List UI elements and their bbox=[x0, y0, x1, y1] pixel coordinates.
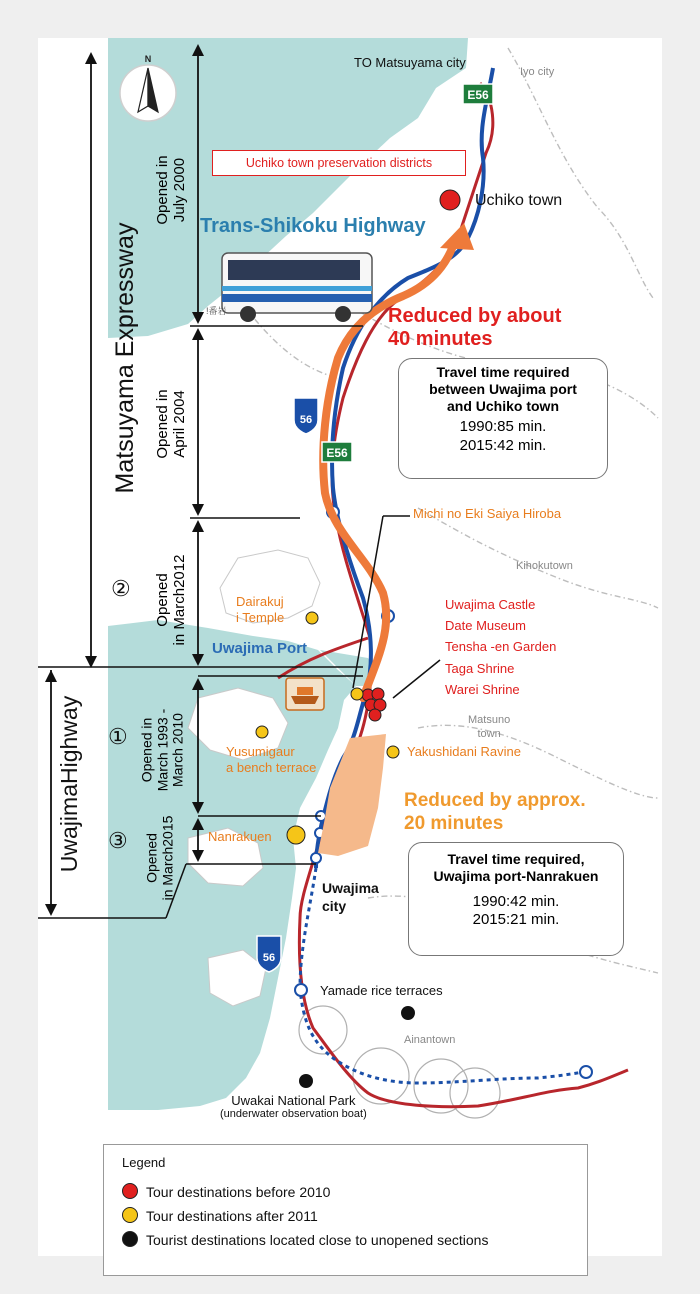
route-56-sign-b bbox=[257, 936, 281, 972]
ferry-icon bbox=[286, 678, 324, 710]
destination-top: TO Matsuyama city bbox=[354, 55, 466, 70]
opened-2000-line1: Opened in bbox=[154, 155, 172, 225]
route-arrow-head bbox=[440, 223, 474, 250]
opened-2004-line2: April 2004 bbox=[171, 390, 188, 458]
uwakai-line2: (underwater observation boat) bbox=[220, 1108, 367, 1121]
e56-sign-mid bbox=[322, 442, 352, 462]
place-nanrakuen: Nanrakuen bbox=[208, 829, 272, 844]
marker-uwakai bbox=[299, 1074, 313, 1088]
legend-red-dot bbox=[122, 1183, 138, 1199]
label-opened-2012 bbox=[155, 555, 189, 646]
black-markers bbox=[299, 1006, 415, 1088]
yusumigaura-line2: a bench terrace bbox=[226, 759, 317, 775]
reduction-1 bbox=[388, 305, 561, 351]
legend-red-label: Tour destinations before 2010 bbox=[146, 1184, 331, 1200]
place-yamade: Yamade rice terraces bbox=[320, 983, 443, 998]
label-opened-2000 bbox=[155, 155, 189, 224]
town-kihoku: Kihokutown bbox=[516, 560, 573, 572]
opened-2015-line2: in March2015 bbox=[159, 815, 175, 901]
opened-1993-line2: March 1993 - bbox=[154, 708, 171, 792]
place-michi-no-eki: Michi no Eki Saiya Hiroba bbox=[413, 506, 562, 521]
travel-1-line2: between Uwajima port bbox=[429, 381, 577, 398]
opened-2004-line1: Opened in bbox=[154, 389, 172, 459]
circle-2: ② bbox=[111, 576, 131, 601]
reduction-1-line1: Reduced by about bbox=[388, 305, 562, 327]
travel-box-2 bbox=[408, 842, 624, 956]
marker-yusumigaura bbox=[256, 726, 268, 738]
route-56-sign-b-text: 56 bbox=[262, 952, 276, 964]
place-uwajima-castle: Uwajima Castle bbox=[445, 597, 536, 612]
place-warei: Warei Shrine bbox=[445, 681, 520, 697]
legend-item-black bbox=[122, 1231, 488, 1248]
place-yakushidani: Yakushidani Ravine bbox=[407, 744, 521, 759]
preservation-box: Uchiko town preservation districts bbox=[212, 150, 466, 176]
label-matsuyama-expressway: Matsuyama Expressway bbox=[111, 222, 139, 494]
place-tensha: Tensha -en Garden bbox=[445, 639, 557, 655]
reduction-2-line1: Reduced by approx. bbox=[404, 790, 586, 811]
travel-2-line1: Travel time required, bbox=[447, 851, 585, 867]
marker-nanrakuen bbox=[287, 826, 305, 844]
bus-illustration bbox=[206, 253, 372, 322]
town-iyo: Iyo city bbox=[520, 66, 555, 78]
travel-1-line1: Travel time required bbox=[436, 364, 570, 380]
uwajima-line1: Uwajima bbox=[322, 880, 379, 896]
label-uwajima-highway: UwajimaHighway bbox=[56, 695, 83, 873]
opened-1993-line3: March 2010 bbox=[169, 713, 186, 787]
matsuno-line1: Matsuno bbox=[468, 714, 511, 726]
opened-1993-line1: Opened in bbox=[138, 717, 155, 783]
e56-sign-mid-text: E56 bbox=[326, 446, 348, 460]
travel-2-line2: Uwajima port-Nanrakuen bbox=[433, 868, 599, 885]
marker-dairakuji bbox=[306, 612, 318, 624]
marker-michi-no-eki bbox=[351, 688, 363, 700]
town-uwajima bbox=[322, 880, 379, 915]
uwajima-line2: city bbox=[322, 897, 347, 914]
reduction-1-line2: 40 minutes bbox=[388, 328, 493, 350]
route-56-sign-a bbox=[294, 398, 318, 434]
town-ainan: Ainantown bbox=[404, 1034, 456, 1046]
legend-yellow-dot bbox=[122, 1207, 138, 1223]
uwakai-line1: Uwakai National Park bbox=[231, 1093, 356, 1108]
map-frame bbox=[38, 38, 662, 1256]
marker-uchiko bbox=[440, 190, 460, 210]
label-opened-2004 bbox=[155, 389, 189, 458]
opened-2012-line2: in March2012 bbox=[171, 554, 188, 646]
circle-1: ① bbox=[108, 724, 128, 749]
label-opened-1993 bbox=[139, 709, 186, 791]
matsuno-line2: town bbox=[477, 727, 501, 740]
opened-2000-line2: July 2000 bbox=[171, 157, 188, 223]
travel-1-line3: and Uchiko town bbox=[447, 398, 559, 415]
marker-yakushidani bbox=[387, 746, 399, 758]
e56-sign-top-text: E56 bbox=[467, 88, 489, 102]
legend-item-red bbox=[122, 1183, 330, 1200]
e56-sign-top bbox=[463, 84, 493, 104]
opened-2012-line1: Opened bbox=[154, 573, 172, 627]
port-label: Uwajima Port bbox=[212, 640, 308, 657]
legend-title: Legend bbox=[122, 1155, 166, 1170]
legend-black-dot bbox=[122, 1231, 138, 1247]
circle-3: ③ bbox=[108, 828, 128, 853]
bus-text: !番岩 bbox=[206, 306, 227, 316]
yusumigaura-line1: Yusumigaur bbox=[226, 744, 295, 759]
travel-2-line4: 2015:21 min. bbox=[472, 911, 560, 929]
highway-title: Trans-Shikoku Highway bbox=[200, 215, 426, 237]
town-matsuno bbox=[468, 714, 510, 742]
reduction-2-line2: 20 minutes bbox=[404, 812, 504, 834]
town-uchiko: Uchiko town bbox=[475, 192, 563, 209]
place-yusumigaura bbox=[226, 744, 316, 775]
travel-1-line4: 1990:85 min. bbox=[459, 418, 547, 436]
legend-yellow-label: Tour destinations after 2011 bbox=[146, 1208, 318, 1224]
travel-box-1 bbox=[398, 358, 608, 479]
label-opened-2015 bbox=[144, 816, 175, 901]
leader-castle-group bbox=[393, 660, 440, 698]
marker-yamade bbox=[401, 1006, 415, 1020]
legend-item-yellow bbox=[122, 1207, 318, 1224]
legend bbox=[103, 1144, 588, 1276]
opened-2015-line1: Opened bbox=[143, 833, 160, 883]
travel-2-line3: 1990:42 min. bbox=[472, 893, 560, 911]
dairakuji-line1: Dairakuj bbox=[236, 594, 284, 609]
castle-group bbox=[445, 594, 556, 700]
place-dairakuji bbox=[236, 594, 284, 625]
place-taga: Taga Shrine bbox=[445, 660, 515, 676]
dairakuji-line2: i Temple bbox=[236, 609, 285, 625]
route-56-sign-a-text: 56 bbox=[299, 414, 313, 426]
place-date-museum: Date Museum bbox=[445, 618, 526, 634]
north-label: N bbox=[144, 54, 152, 64]
legend-black-label: Tourist destinations located close to unopened sections bbox=[146, 1232, 489, 1248]
travel-1-line5: 2015:42 min. bbox=[459, 436, 547, 454]
place-uwakai bbox=[220, 1094, 367, 1120]
reduction-2 bbox=[404, 790, 586, 836]
